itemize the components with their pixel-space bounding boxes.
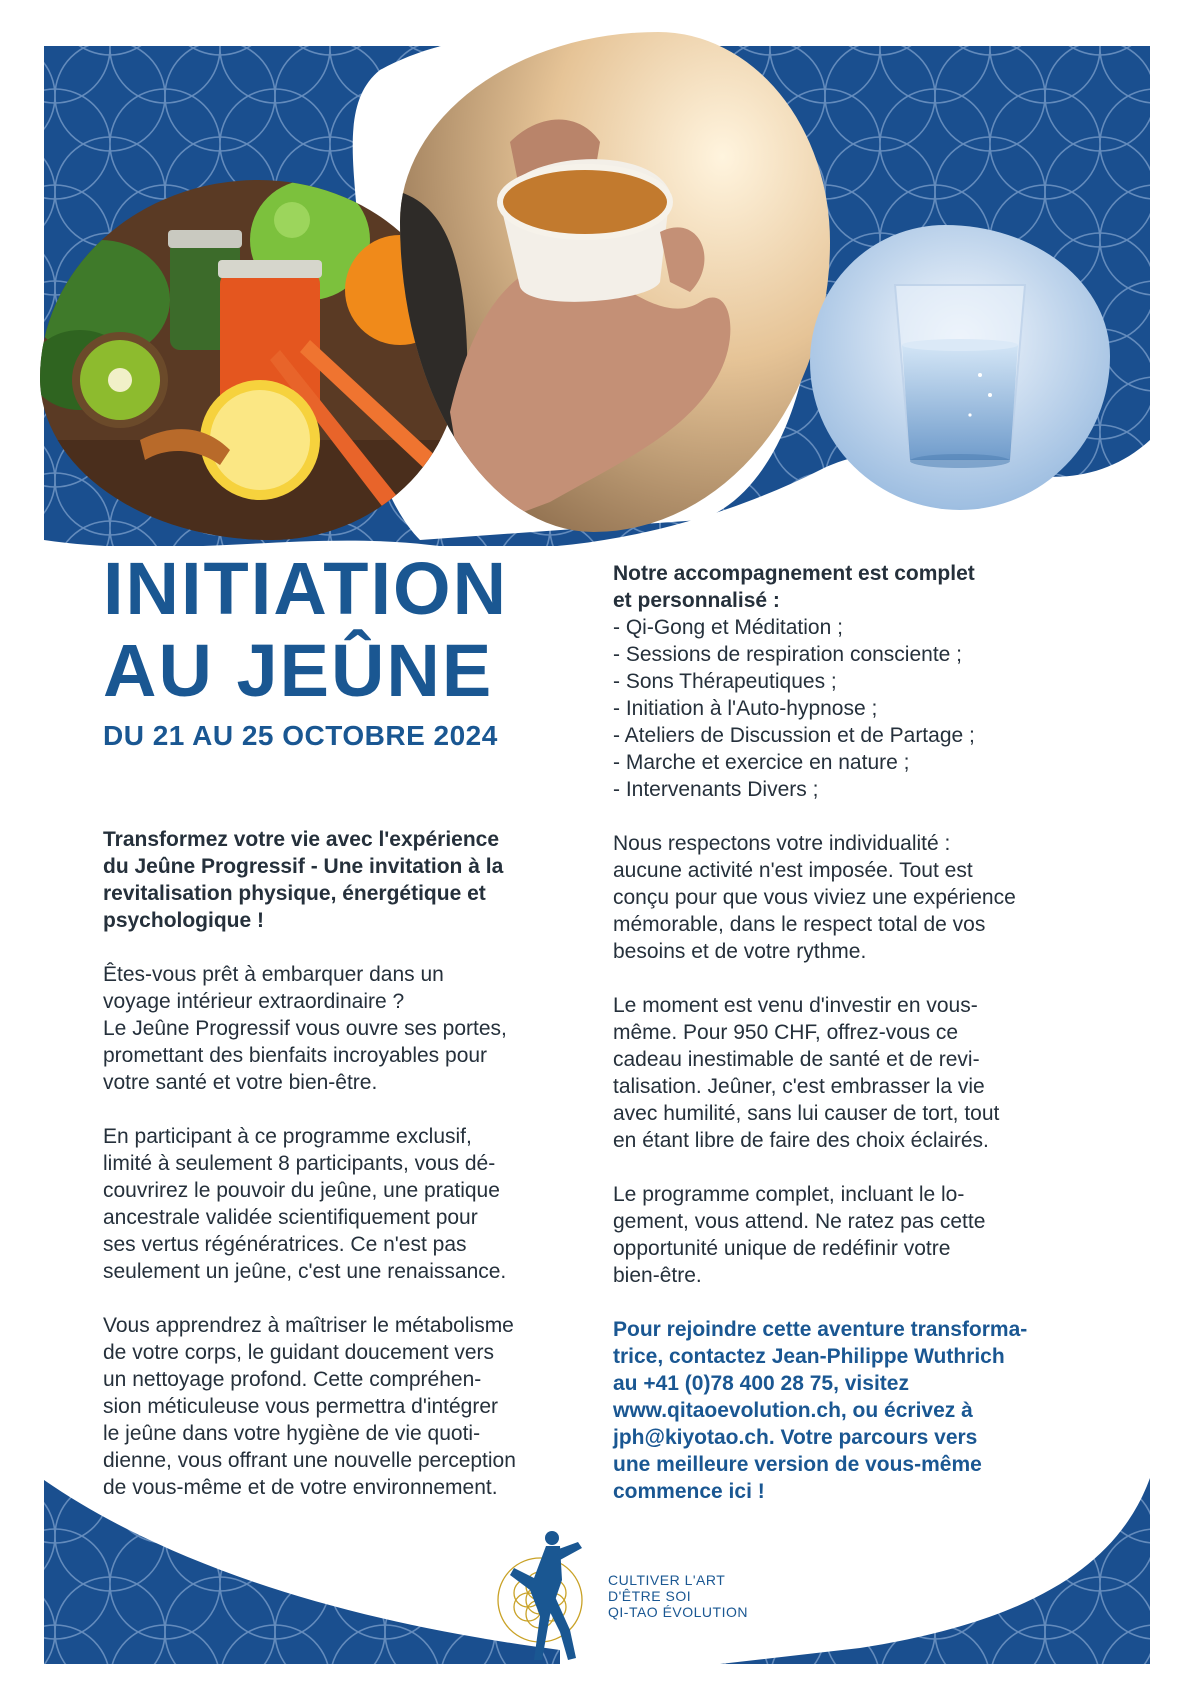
text-line: promettant des bienfaits incroyables pour bbox=[103, 1044, 488, 1067]
list-item: - Sessions de respiration consciente ; bbox=[613, 643, 963, 666]
paragraph-programme bbox=[103, 1123, 593, 1285]
text-line: seulement un jeûne, c'est une renaissance. bbox=[103, 1260, 507, 1283]
contact-line: au +41 (0)78 400 28 75, visitez bbox=[613, 1372, 909, 1395]
text-line: Le programme complet, incluant le lo- bbox=[613, 1183, 965, 1206]
text-line: Nous respectons votre individualité : bbox=[613, 832, 951, 855]
list-item: - Initiation à l'Auto-hypnose ; bbox=[613, 697, 878, 720]
section-heading: et personnalisé : bbox=[613, 589, 780, 612]
text-line: aucune activité n'est imposée. Tout est bbox=[613, 859, 973, 882]
left-column bbox=[103, 826, 593, 1528]
text-line: votre santé et votre bien-être. bbox=[103, 1071, 378, 1094]
text-line: mémorable, dans le respect total de vos bbox=[613, 913, 986, 936]
paragraph-voyage bbox=[103, 961, 593, 1096]
text-line: En participant à ce programme exclusif, bbox=[103, 1125, 472, 1148]
text-line: opportunité unique de redéfinir votre bbox=[613, 1237, 951, 1260]
text-line: avec humilité, sans lui causer de tort, tout bbox=[613, 1102, 1000, 1125]
paragraph-metabolisme bbox=[103, 1312, 593, 1501]
text-line: le jeûne dans votre hygiène de vie quoti- bbox=[103, 1422, 481, 1445]
logo-tagline: CULTIVER L'ART bbox=[608, 1572, 726, 1588]
text-line: en étant libre de faire des choix éclairés. bbox=[613, 1129, 989, 1152]
text-line: gement, vous attend. Ne ratez pas cette bbox=[613, 1210, 986, 1233]
section-heading: Notre accompagnement est complet bbox=[613, 562, 975, 585]
text-line: dienne, vous offrant une nouvelle perception bbox=[103, 1449, 516, 1472]
text-line: un nettoyage profond. Cette compréhen- bbox=[103, 1368, 482, 1391]
contact-line: trice, contactez Jean-Philippe Wuthrich bbox=[613, 1345, 1005, 1368]
text-line: même. Pour 950 CHF, offrez-vous ce bbox=[613, 1021, 959, 1044]
text-line: de votre corps, le guidant doucement vers bbox=[103, 1341, 495, 1364]
text-line: conçu pour que vous viviez une expérience bbox=[613, 886, 1016, 909]
list-item: - Marche et exercice en nature ; bbox=[613, 751, 910, 774]
text-line: de vous-même et de votre environnement. bbox=[103, 1476, 498, 1499]
event-dates: DU 21 AU 25 OCTOBRE 2024 bbox=[103, 720, 498, 751]
text-line: Êtes-vous prêt à embarquer dans un bbox=[103, 963, 444, 986]
text-line: ses vertus régénératrices. Ce n'est pas bbox=[103, 1233, 467, 1256]
text-line: cadeau inestimable de santé et de revi- bbox=[613, 1048, 980, 1071]
accompaniment-section bbox=[613, 560, 1093, 803]
text-line: couvrirez le pouvoir du jeûne, une pratique bbox=[103, 1179, 500, 1202]
text-line: Le Jeûne Progressif vous ouvre ses portes, bbox=[103, 1017, 507, 1040]
right-column bbox=[613, 560, 1093, 1532]
logo-tagline: D'ÊTRE SOI bbox=[608, 1588, 692, 1604]
page-title bbox=[103, 548, 603, 712]
text-line: limité à seulement 8 participants, vous dé- bbox=[103, 1152, 496, 1175]
contact-paragraph bbox=[613, 1316, 1093, 1505]
text-line: besoins et de votre rythme. bbox=[613, 940, 867, 963]
text-line: sion méticuleuse vous permettra d'intégrer bbox=[103, 1395, 499, 1418]
contact-line: une meilleure version de vous-même bbox=[613, 1453, 982, 1476]
qi-tao-logo bbox=[490, 1520, 770, 1670]
text-line: bien-être. bbox=[613, 1264, 702, 1287]
logo-text bbox=[608, 1572, 778, 1620]
title-line-2: AU JEÛNE bbox=[103, 629, 494, 712]
contact-line: www.qitaoevolution.ch, ou écrivez à bbox=[613, 1399, 973, 1422]
paragraph-individualite bbox=[613, 830, 1093, 965]
contact-line: jph@kiyotao.ch. Votre parcours vers bbox=[613, 1426, 978, 1449]
intro-paragraph bbox=[103, 826, 593, 934]
title-line-1: INITIATION bbox=[103, 547, 509, 630]
paragraph-prix bbox=[613, 992, 1093, 1154]
list-item: - Qi-Gong et Méditation ; bbox=[613, 616, 843, 639]
text-line: talisation. Jeûner, c'est embrasser la vie bbox=[613, 1075, 985, 1098]
text-line: Le moment est venu d'investir en vous- bbox=[613, 994, 978, 1017]
intro-line: Transformez votre vie avec l'expérience bbox=[103, 828, 500, 851]
logo-brand-name: QI-TAO ÉVOLUTION bbox=[608, 1604, 748, 1620]
paragraph-logement bbox=[613, 1181, 1093, 1289]
text-line: Vous apprendrez à maîtriser le métabolisme bbox=[103, 1314, 514, 1337]
list-item: - Intervenants Divers ; bbox=[613, 778, 819, 801]
contact-line: Pour rejoindre cette aventure transforma- bbox=[613, 1318, 1028, 1341]
intro-line: psychologique ! bbox=[103, 909, 265, 932]
list-item: - Ateliers de Discussion et de Partage ; bbox=[613, 724, 975, 747]
logo-emblem-icon bbox=[490, 1520, 590, 1670]
intro-line: revitalisation physique, énergétique et bbox=[103, 882, 486, 905]
contact-line: commence ici ! bbox=[613, 1480, 765, 1503]
intro-line: du Jeûne Progressif - Une invitation à la bbox=[103, 855, 504, 878]
text-line: voyage intérieur extraordinaire ? bbox=[103, 990, 405, 1013]
text-line: ancestrale validée scientifiquement pour bbox=[103, 1206, 478, 1229]
list-item: - Sons Thérapeutiques ; bbox=[613, 670, 837, 693]
